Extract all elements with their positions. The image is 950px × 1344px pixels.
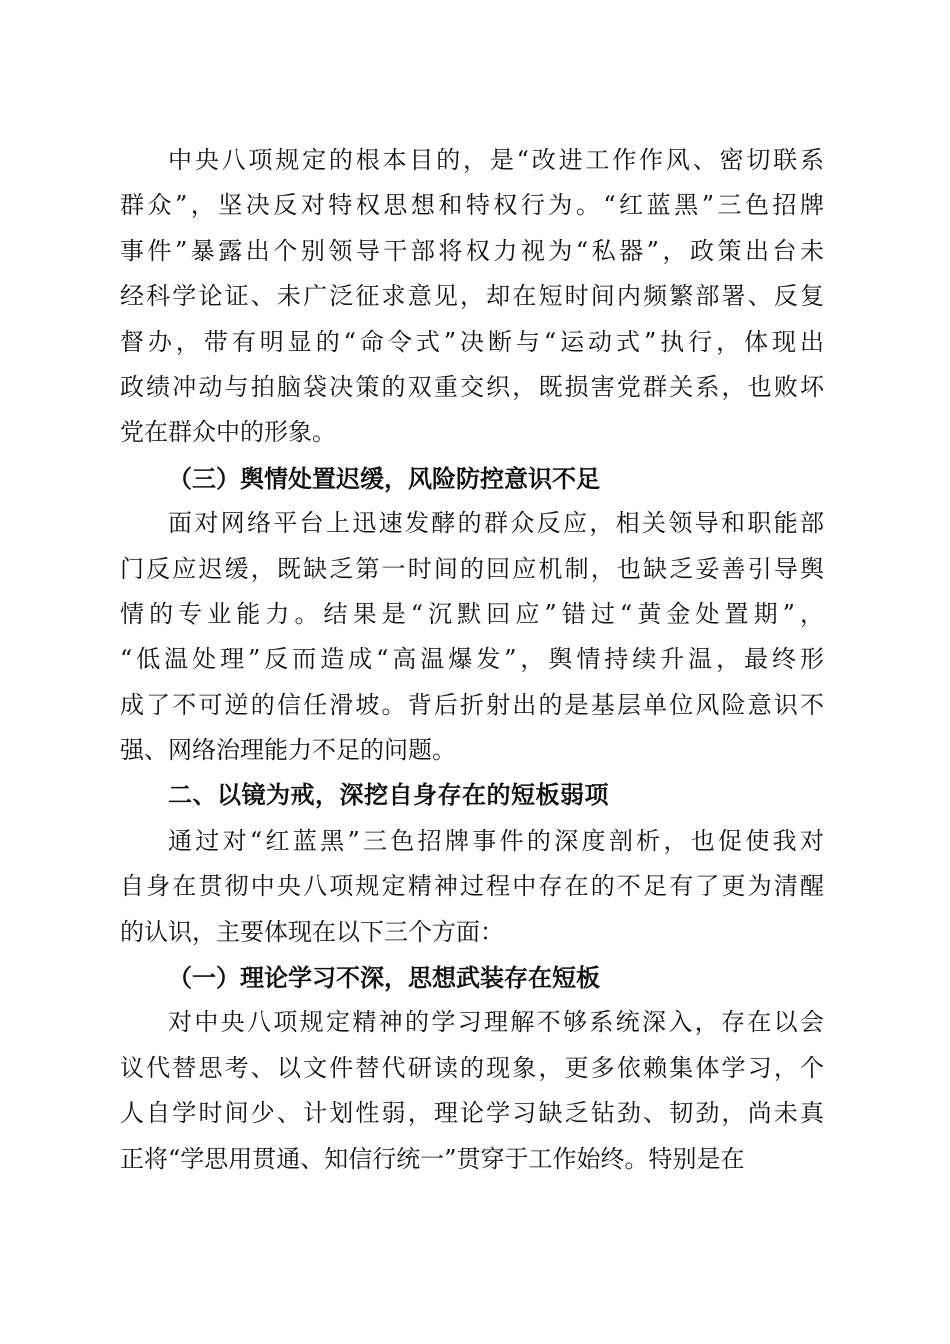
body-paragraph	[120, 501, 824, 773]
paragraph-line: 面对网络平台上迅速发酵的群众反应，相关领导和职能部	[168, 509, 824, 538]
section-heading: 二、以镜为戒，深挖自身存在的短板弱项	[168, 781, 609, 810]
paragraph-line: 的认识，主要体现在以下三个方面：	[120, 917, 504, 946]
paragraph-line: 成了不可逆的信任滑坡。背后折射出的是基层单位风险意识不	[120, 690, 824, 719]
paragraph-line: “低温处理”反而造成“高温爆发”，舆情持续升温，最终形	[120, 645, 824, 674]
paragraph-line: 政绩冲动与拍脑袋决策的双重交织，既损害党群关系，也败坏	[120, 372, 824, 401]
section-subheading: （一）理论学习不深，思想武装存在短板	[168, 963, 600, 993]
document-body	[120, 138, 824, 1182]
body-paragraph	[120, 138, 824, 456]
paragraph-line: 群众”，坚决反对特权思想和特权行为。“红蓝黑”三色招牌	[120, 191, 824, 220]
paragraph-line: 事件”暴露出个别领导干部将权力视为“私器”，政策出台未	[120, 236, 824, 265]
paragraph-line: 自身在贯彻中央八项规定精神过程中存在的不足有了更为清醒	[120, 872, 824, 901]
paragraph-line: 通过对“红蓝黑”三色招牌事件的深度剖析，也促使我对	[168, 826, 824, 855]
body-paragraph	[120, 819, 824, 955]
paragraph-line: 对中央八项规定精神的学习理解不够系统深入，存在以会	[168, 1008, 824, 1037]
paragraph-line: 督办，带有明显的“命令式”决断与“运动式”执行，体现出	[120, 327, 824, 356]
paragraph-line: 强、网络治理能力不足的问题。	[120, 736, 456, 765]
paragraph-line: 中央八项规定的根本目的，是“改进工作作风、密切联系	[168, 146, 824, 174]
section-subheading: （三）舆情处置迟缓，风险防控意识不足	[168, 463, 600, 493]
body-paragraph	[120, 1000, 824, 1182]
paragraph-line: 门反应迟缓，既缺乏第一时间的回应机制，也缺乏妥善引导舆	[120, 554, 824, 583]
paragraph-line: 人自学时间少、计划性弱，理论学习缺乏钻劲、韧劲，尚未真	[120, 1099, 824, 1128]
paragraph-line: 党在群众中的形象。	[120, 418, 336, 447]
paragraph-line: 情的专业能力。结果是“沉默回应”错过“黄金处置期”，	[120, 599, 824, 628]
paragraph-line: 经科学论证、未广泛征求意见，却在短时间内频繁部署、反复	[120, 282, 824, 311]
paragraph-line: 议代替思考、以文件替代研读的现象，更多依赖集体学习，个	[120, 1053, 824, 1082]
paragraph-line: 正将“学思用贯通、知信行统一”贯穿于工作始终。特别是在	[120, 1144, 745, 1173]
